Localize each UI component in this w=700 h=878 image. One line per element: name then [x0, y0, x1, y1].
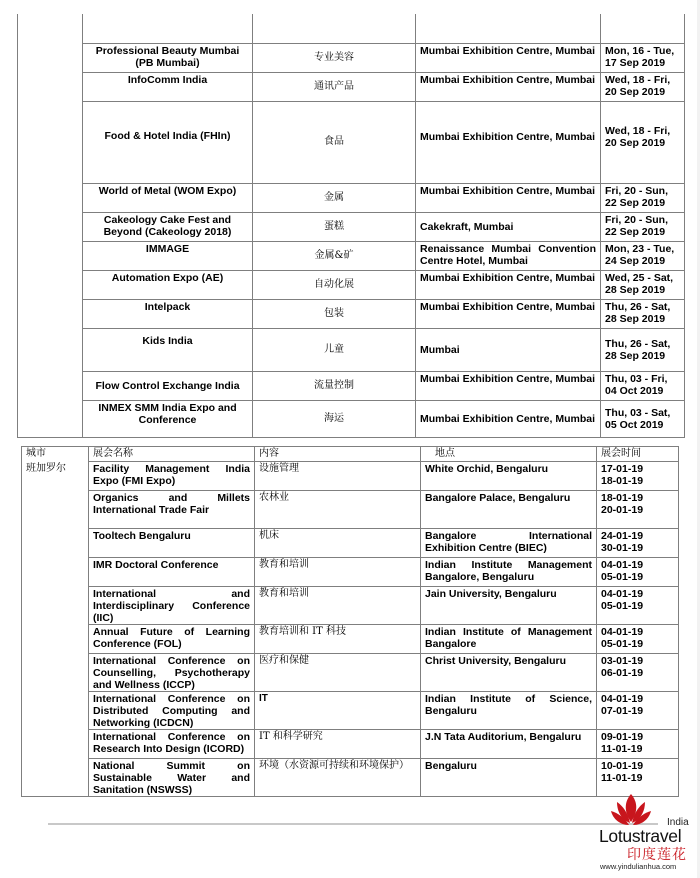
table-row [18, 328, 685, 371]
exhibition-content: 通讯产品 [253, 72, 416, 101]
date-end: 05-01-19 [601, 571, 644, 583]
date-end: 18-01-19 [601, 475, 644, 487]
exhibition-venue: Jain University, Bengaluru [421, 587, 597, 625]
exhibition-content: 设施管理 [255, 462, 421, 491]
exhibition-name: Food & Hotel India (FHIn) [83, 101, 253, 183]
exhibition-venue: Mumbai Exhibition Centre, Mumbai [416, 299, 601, 328]
header-venue: 地点 [421, 447, 597, 462]
footer-divider [48, 823, 658, 825]
date-end: 11-01-19 [601, 772, 643, 784]
exhibition-name: International and Interdisciplinary Conference (IIC) [89, 587, 255, 625]
exhibition-content: 医疗和保健 [255, 654, 421, 692]
city-header: 城市 [26, 448, 46, 459]
exhibition-content: 教育培训和 IT 科技 [255, 625, 421, 654]
exhibition-date [597, 587, 679, 625]
exhibition-content: 儿童 [253, 328, 416, 371]
exhibition-content: 教育和培训 [255, 558, 421, 587]
exhibition-venue: Indian Institute of Science, Bengaluru [421, 692, 597, 730]
exhibition-venue: Cakekraft, Mumbai [416, 212, 601, 241]
exhibition-name: Tooltech Bengaluru [89, 529, 255, 558]
table-row [22, 529, 679, 558]
lotustravel-logo [594, 792, 700, 872]
exhibition-date [597, 759, 679, 797]
exhibition-name: IMMAGE [83, 241, 253, 270]
exhibition-name: International Conference on Research Into Design (ICORD) [89, 730, 255, 759]
date-end: 07-01-19 [601, 705, 644, 717]
date-end: 11-01-19 [601, 743, 643, 755]
exhibition-name: Facility Management India Expo (FMI Expo) [89, 462, 255, 491]
exhibition-content: IT 和科学研究 [255, 730, 421, 759]
exhibition-venue: White Orchid, Bengaluru [421, 462, 597, 491]
logo-url: www.yindulianhua.com [600, 862, 677, 871]
exhibition-name: Kids India [83, 328, 253, 371]
exhibition-date [597, 692, 679, 730]
exhibition-name: INMEX SMM India Expo and Conference [83, 400, 253, 437]
date-start: 18-01-19 [601, 492, 644, 504]
exhibition-venue: Mumbai Exhibition Centre, Mumbai [416, 270, 601, 299]
table-row [18, 371, 685, 400]
logo-region: India [667, 817, 689, 828]
table-header-row [22, 447, 679, 462]
exhibition-content: IT [255, 692, 421, 730]
table-row [18, 241, 685, 270]
table-row [22, 759, 679, 797]
exhibition-date [597, 730, 679, 759]
date-end: 06-01-19 [601, 667, 644, 679]
exhibition-venue: Bangalore Palace, Bengaluru [421, 491, 597, 529]
exhibition-venue: Mumbai Exhibition Centre, Mumbai [416, 43, 601, 72]
exhibition-name: International Conference on Counselling, Psychotherapy and Wellness (ICCP) [89, 654, 255, 692]
table-row [18, 212, 685, 241]
table-row [18, 400, 685, 437]
date-end: 30-01-19 [601, 542, 644, 554]
exhibition-date [601, 14, 685, 43]
table-row [22, 462, 679, 491]
exhibition-content: 包装 [253, 299, 416, 328]
exhibition-name [83, 14, 253, 43]
exhibition-name: World of Metal (WOM Expo) [83, 183, 253, 212]
table-row [18, 270, 685, 299]
exhibition-date: Mon, 16 - Tue, 17 Sep 2019 [601, 43, 685, 72]
exhibition-venue: Mumbai Exhibition Centre, Mumbai [416, 72, 601, 101]
exhibition-venue: Christ University, Bengaluru [421, 654, 597, 692]
exhibition-name: National Summit on Sustainable Water and Sanitation (NSWSS) [89, 759, 255, 797]
exhibition-venue: Renaissance Mumbai Convention Centre Hotel, Mumbai [416, 241, 601, 270]
date-start: 10-01-19 [601, 760, 644, 772]
exhibition-date [597, 529, 679, 558]
date-end: 05-01-19 [601, 638, 644, 650]
exhibition-date: Thu, 26 - Sat, 28 Sep 2019 [601, 328, 685, 371]
exhibition-date: Thu, 26 - Sat, 28 Sep 2019 [601, 299, 685, 328]
exhibition-name: Annual Future of Learning Conference (FOL) [89, 625, 255, 654]
exhibition-venue: Mumbai Exhibition Centre, Mumbai [416, 183, 601, 212]
table-row [22, 587, 679, 625]
exhibition-content: 自动化展 [253, 270, 416, 299]
exhibition-date: Thu, 03 - Sat, 05 Oct 2019 [601, 400, 685, 437]
header-content: 内容 [255, 447, 421, 462]
table-row [22, 654, 679, 692]
exhibition-content: 海运 [253, 400, 416, 437]
table-row [18, 43, 685, 72]
exhibition-name: Flow Control Exchange India [83, 371, 253, 400]
exhibition-date: Wed, 18 - Fri, 20 Sep 2019 [601, 72, 685, 101]
exhibition-venue: J.N Tata Auditorium, Bengaluru [421, 730, 597, 759]
exhibition-content: 教育和培训 [255, 587, 421, 625]
exhibition-content: 流量控制 [253, 371, 416, 400]
table-row [18, 72, 685, 101]
exhibition-name: Organics and Millets International Trade Fair [89, 491, 255, 529]
table-row [22, 558, 679, 587]
exhibition-content: 机床 [255, 529, 421, 558]
exhibition-venue: Indian Institute of Management Bangalore [421, 625, 597, 654]
exhibition-date [597, 654, 679, 692]
table-row [18, 299, 685, 328]
exhibition-content: 蛋糕 [253, 212, 416, 241]
date-start: 03-01-19 [601, 655, 644, 667]
date-end: 20-01-19 [601, 504, 644, 516]
exhibition-content [253, 14, 416, 43]
exhibition-date [597, 558, 679, 587]
exhibition-date: Fri, 20 - Sun, 22 Sep 2019 [601, 183, 685, 212]
city-cell [18, 14, 83, 437]
table-row [22, 730, 679, 759]
exhibition-name: International Conference on Distributed Computing and Networking (ICDCN) [89, 692, 255, 730]
exhibition-name: Intelpack [83, 299, 253, 328]
date-start: 04-01-19 [601, 559, 644, 571]
exhibition-content: 环境（水资源可持续和环境保护） [255, 759, 421, 797]
city-name: 班加罗尔 [26, 463, 66, 474]
date-start: 24-01-19 [601, 530, 644, 542]
date-start: 04-01-19 [601, 588, 644, 600]
exhibition-date [597, 462, 679, 491]
exhibition-venue: Mumbai Exhibition Centre, Mumbai [416, 101, 601, 183]
logo-chinese-name: 印度莲花 [627, 847, 687, 863]
exhibition-venue: Bengaluru [421, 759, 597, 797]
date-start: 09-01-19 [601, 731, 644, 743]
exhibition-venue: Mumbai Exhibition Centre, Mumbai [416, 371, 601, 400]
date-end: 05-01-19 [601, 600, 644, 612]
date-start: 04-01-19 [601, 693, 644, 705]
exhibition-venue: Mumbai Exhibition Centre, Mumbai [416, 400, 601, 437]
exhibition-date: Thu, 03 - Fri, 04 Oct 2019 [601, 371, 685, 400]
exhibition-venue [416, 14, 601, 43]
exhibition-date: Wed, 25 - Sat, 28 Sep 2019 [601, 270, 685, 299]
table-row [18, 14, 685, 43]
mumbai-exhibitions-table [17, 14, 685, 438]
exhibition-date [597, 491, 679, 529]
exhibition-content: 农林业 [255, 491, 421, 529]
exhibition-venue: Mumbai [416, 328, 601, 371]
table-row [18, 183, 685, 212]
table-row [22, 625, 679, 654]
exhibition-name: Professional Beauty Mumbai (PB Mumbai) [83, 43, 253, 72]
logo-brand: Lotustravel [599, 826, 682, 846]
table-row [22, 491, 679, 529]
bengaluru-exhibitions-table [21, 446, 679, 797]
exhibition-name: InfoComm India [83, 72, 253, 101]
exhibition-content: 专业美容 [253, 43, 416, 72]
exhibition-name: Automation Expo (AE) [83, 270, 253, 299]
lotus-flower-icon [610, 792, 652, 828]
exhibition-date: Mon, 23 - Tue, 24 Sep 2019 [601, 241, 685, 270]
exhibition-content: 金属 [253, 183, 416, 212]
exhibition-date: Fri, 20 - Sun, 22 Sep 2019 [601, 212, 685, 241]
date-start: 17-01-19 [601, 463, 644, 475]
header-date: 展会时间 [597, 447, 679, 462]
exhibition-venue: Indian Institute Management Bangalore, Bengaluru [421, 558, 597, 587]
date-start: 04-01-19 [601, 626, 644, 638]
table-row [18, 101, 685, 183]
exhibition-date: Wed, 18 - Fri, 20 Sep 2019 [601, 101, 685, 183]
header-name: 展会名称 [89, 447, 255, 462]
city-cell [22, 447, 89, 797]
exhibition-date [597, 625, 679, 654]
exhibition-content: 食品 [253, 101, 416, 183]
exhibition-name: IMR Doctoral Conference [89, 558, 255, 587]
exhibition-name: Cakeology Cake Fest and Beyond (Cakeology 2018) [83, 212, 253, 241]
exhibition-venue: Bangalore International Exhibition Centre (BIEC) [421, 529, 597, 558]
table-row [22, 692, 679, 730]
exhibition-content: 金属&矿 [253, 241, 416, 270]
